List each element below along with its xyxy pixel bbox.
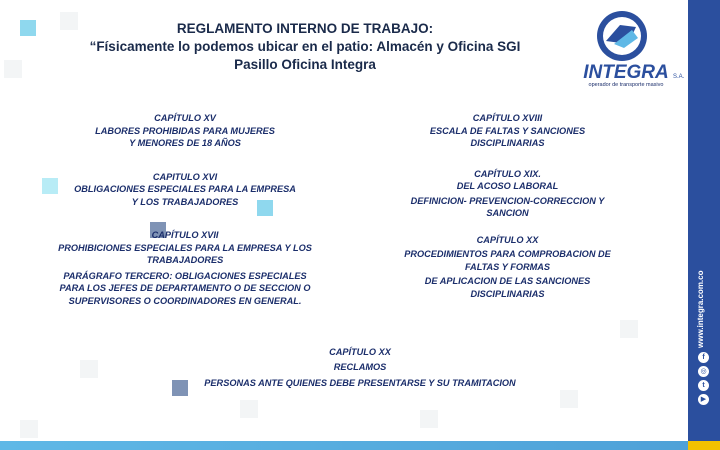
chapter-xix-line: DEL ACOSO LABORAL (456, 181, 559, 191)
background-tile (4, 60, 22, 78)
background-tile (20, 420, 38, 438)
chapter-xvii-title: CAPÍTULO XVII (151, 230, 219, 240)
title-line-2: “Físicamente lo podemos ubicar en el patio: Almacén y Oficina SGI (89, 39, 521, 54)
chapter-xvii-paragraph: PARA LOS JEFES DE DEPARTAMENTO O DE SECCION O (59, 283, 311, 293)
page-title (70, 20, 540, 74)
chapter-xx-title: CAPÍTULO XX (476, 234, 539, 245)
chapter-xvii-line: PROHIBICIONES ESPECIALES PARA LA EMPRESA Y LOS (58, 242, 312, 253)
bottom-corner-accent (688, 441, 720, 450)
bottom-accent-bar (0, 441, 688, 450)
twitter-icon[interactable]: t (698, 380, 709, 391)
chapter-xvi-title: CAPITULO XVI (152, 171, 218, 182)
logo-suffix-text: S.A. (673, 74, 684, 80)
instagram-icon[interactable]: ◎ (698, 366, 709, 377)
left-column (40, 112, 330, 307)
right-column (385, 112, 630, 300)
chapter-xix-line: SANCION (486, 208, 529, 218)
youtube-icon[interactable]: ▶ (698, 394, 709, 405)
decorative-square (20, 20, 36, 36)
background-tile (420, 410, 438, 428)
reclamos-chapter-title: CAPÍTULO XX (329, 347, 391, 357)
chapter-xx-line: FALTAS Y FORMAS (464, 261, 551, 272)
logo-tagline-text: operador de transporte masivo (588, 82, 664, 88)
chapter-xvii-paragraph: SUPERVISORES O COORDINADORES EN GENERAL. (68, 295, 302, 306)
chapter-xviii-title: CAPÍTULO XVIII (472, 113, 543, 123)
chapter-xix-title: CAPÍTULO XIX. (474, 168, 541, 179)
logo-brand-text: INTEGRA (583, 62, 669, 83)
chapter-xviii-line: DISCIPLINARIAS (470, 138, 545, 148)
title-line-1: REGLAMENTO INTERNO DE TRABAJO: (176, 21, 434, 36)
chapter-xvii-paragraph: PARÁGRAFO TERCERO: OBLIGACIONES ESPECIALES (63, 270, 307, 281)
background-tile (560, 390, 578, 408)
chapter-xvi-line: OBLIGACIONES ESPECIALES PARA LA EMPRESA (74, 184, 296, 194)
bottom-block (180, 346, 540, 390)
chapter-xv-title: CAPÍTULO XV (154, 113, 216, 123)
background-tile (240, 400, 258, 418)
chapter-xx-line: DISCIPLINARIAS (470, 288, 545, 299)
chapter-xviii-line: ESCALA DE FALTAS Y SANCIONES (429, 125, 586, 136)
chapter-xx-line: PROCEDIMIENTOS PARA COMPROBACION DE (404, 249, 611, 259)
logo-emblem-icon (574, 8, 684, 88)
chapter-xix-line: DEFINICION- PREVENCION-CORRECCION Y (410, 195, 605, 206)
title-line-3: Pasillo Oficina Integra (234, 57, 376, 72)
facebook-icon[interactable]: f (698, 352, 709, 363)
chapter-xv-line: LABORES PROHIBIDAS PARA MUJERES (95, 125, 275, 136)
reclamos-line: RECLAMOS (333, 361, 387, 372)
chapter-xvi-line: Y LOS TRABAJADORES (131, 196, 239, 207)
chapter-xx-line: DE APLICACION DE LAS SANCIONES (424, 276, 591, 286)
reclamos-line: PERSONAS ANTE QUIENES DEBE PRESENTARSE Y SU TRAMITACION (204, 378, 516, 388)
background-tile (620, 320, 638, 338)
website-url[interactable]: www.integra.com.co (696, 270, 705, 348)
chapter-xvii-line: TRABAJADORES (146, 255, 224, 265)
chapter-xv-line: Y MENORES DE 18 AÑOS (129, 138, 241, 148)
integra-logo (574, 8, 684, 88)
background-tile (80, 360, 98, 378)
